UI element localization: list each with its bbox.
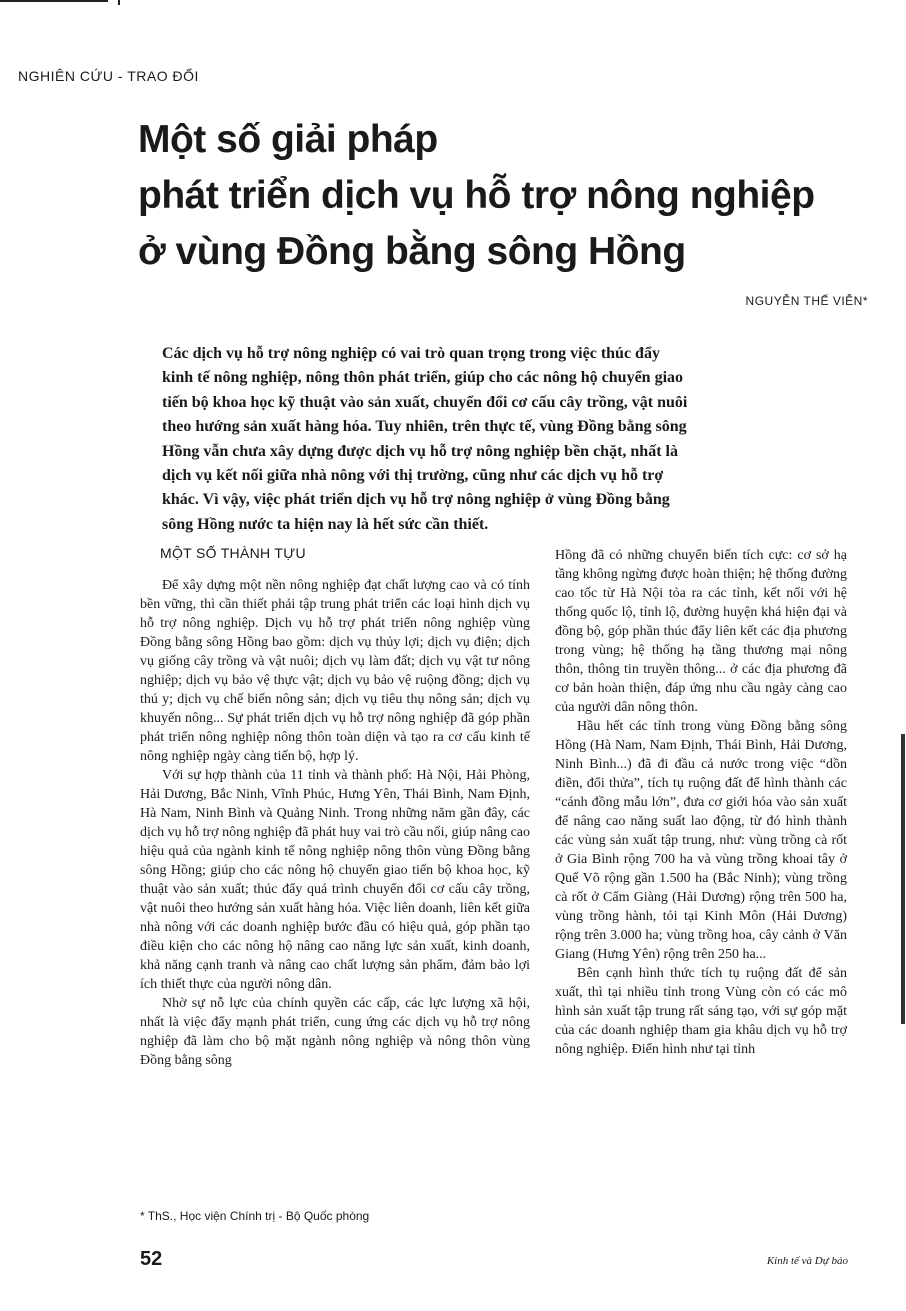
author-name: NGUYỄN THẾ VIỄN* [745,294,868,308]
body-column-left [140,576,530,1070]
paragraph: Để xây dựng một nền nông nghiệp đạt chất lượng cao và có tính bền vững, thì cần thiết phải tập trung phát triển các loại hình dịch vụ hỗ trợ nông nghiệp. Dịch vụ hỗ trợ phát triển nông nghiệp vùng Đồng bằng sông Hồng bao gồm: dịch vụ thủy lợi; dịch vụ điện; dịch vụ giống cây trồng và vật nuôi; dịch vụ làm đất; dịch vụ vật tư nông nghiệp; dịch vụ bảo vệ thực vật; dịch vụ bảo vệ ruộng đồng; dịch vụ thú y; dịch vụ chế biến nông sản; dịch vụ tiêu thụ nông sản; dịch vụ khuyến nông... Sự phát triển dịch vụ hỗ trợ nông nghiệp đã góp phần phát triển nông nghiệp nông thôn toàn diện và tạo ra cơ cấu kinh tế nông nghiệp ngày càng tiến bộ, hợp lý. [140,578,530,764]
title-line: Một số giải pháp [138,118,438,161]
abstract-line: kinh tế nông nghiệp, nông thôn phát triển, giúp cho các nông hộ chuyển giao [162,369,684,387]
paragraph: Bên cạnh hình thức tích tụ ruộng đất để sản xuất, thì tại nhiều tỉnh trong Vùng còn có các mô hình sản xuất tập trung rất sáng tạo, với sự góp mặt của các doanh nghiệp tham gia khâu dịch vụ hỗ trợ nông nghiệp. Điển hình như tại tỉnh [555,966,847,1057]
section-label: NGHIÊN CỨU - TRAO ĐỔI [18,68,199,84]
body-column-right [555,546,847,1059]
crop-mark [118,0,120,5]
abstract-line: sông Hồng nước ta hiện nay là hết sức cần thiết. [162,515,489,533]
section-heading: MỘT SỐ THÀNH TỰU [160,545,306,561]
footnote: * ThS., Học viện Chính trị - Bộ Quốc phòng [140,1209,370,1223]
abstract-line: Các dịch vụ hỗ trợ nông nghiệp có vai trò quan trọng trong việc thúc đẩy [162,345,660,362]
paragraph: Nhờ sự nỗ lực của chính quyền các cấp, các lực lượng xã hội, nhất là việc đẩy mạnh phát triển, cung ứng các dịch vụ hỗ trợ nông nghiệp đã làm cho bộ mặt ngành nông nghiệp và nông thôn vùng Đồng bằng sông [140,996,530,1068]
title-line: ở vùng Đồng bằng sông Hồng [138,230,686,273]
paragraph: Với sự hợp thành của 11 tỉnh và thành phố: Hà Nội, Hải Phòng, Hải Dương, Bắc Ninh, Vĩnh Phúc, Hưng Yên, Thái Bình, Nam Định, Hà Nam, Ninh Bình và Quảng Ninh. Trong những năm gần đây, các dịch vụ hỗ trợ nông nghiệp đã phát huy vai trò cầu nối, giúp nâng cao hiệu quả của ngành kinh tế nông nghiệp nông thôn vùng Đồng bằng sông Hồng; giúp cho các nông hộ chuyển giao tiến bộ khoa học, kỹ thuật vào sản xuất; thúc đẩy quá trình chuyển đổi cơ cấu cây trồng, vật nuôi theo hướng sản xuất hàng hóa. Việc liên doanh, liên kết giữa nhà nông với các doanh nghiệp bước đầu có hiệu quả, góp phần tạo điều kiện cho các nông hộ nâng cao năng lực sản xuất, kinh doanh, khả năng cạnh tranh và nâng cao chất lượng sản phẩm, đảm bảo lợi ích thiết thực của người nông dân. [140,768,530,992]
abstract-line: tiến bộ khoa học kỹ thuật vào sản xuất, chuyển đổi cơ cấu cây trồng, vật nuôi [162,393,688,411]
abstract-line: dịch vụ kết nối giữa nhà nông với thị trường, cũng như các dịch vụ hỗ trợ [162,467,664,485]
abstract-line: theo hướng sản xuất hàng hóa. Tuy nhiên, trên thực tế, vùng Đồng bằng sông [162,418,687,436]
paragraph: Hồng đã có những chuyển biến tích cực: cơ sở hạ tầng không ngừng được hoàn thiện; hệ thống đường cao tốc từ Hà Nội tỏa ra các tỉnh, kết nối với hệ thống quốc lộ, tỉnh lộ, đường huyện khá hiện đại và đồng bộ, góp phần thúc đẩy liên kết các địa phương trong vùng; hệ thống hạ tầng thương mại nông thôn, thông tin truyền thông... ở các địa phương đã cơ bản hoàn thiện, đáp ứng nhu cầu ngày càng cao của người dân nông thôn. [555,548,847,715]
abstract-line: khác. Vì vậy, việc phát triển dịch vụ hỗ trợ nông nghiệp ở vùng Đồng bằng [162,491,670,509]
abstract [162,342,845,537]
title-line: phát triển dịch vụ hỗ trợ nông nghiệp [138,174,815,217]
scan-edge-mark [901,734,905,1024]
paragraph: Hầu hết các tỉnh trong vùng Đồng bằng sông Hồng (Hà Nam, Nam Định, Thái Bình, Hải Dương, Ninh Bình...) đã đi đầu cả nước trong việc “dồn điền, đổi thửa”, tích tụ ruộng đất để hình thành các “cánh đồng mẫu lớn”, đưa cơ giới hóa vào sản xuất để nâng cao năng suất lao động, từ đó hình thành các vùng sản xuất tập trung, như: vùng trồng cà rốt ở Gia Bình rộng 700 ha và vùng trồng khoai tây ở Quế Võ rộng gần 1.500 ha (Bắc Ninh); vùng trồng cà rốt ở Cẩm Giàng (Hải Dương) rộng trên 500 ha, vùng trồng hành, tỏi tại Kinh Môn (Hải Dương) rộng trên 3.000 ha; vùng trồng hoa, cây cảnh ở Văn Giang (Hưng Yên) rộng trên 250 ha... [555,719,847,962]
article-title [138,112,878,280]
journal-name: Kinh tế và Dự báo [766,1255,848,1267]
abstract-line: Hồng vẫn chưa xây dựng được dịch vụ hỗ trợ nông nghiệp bền chặt, nhất là [162,442,678,460]
page-number: 52 [140,1248,163,1270]
top-rule [0,0,108,2]
